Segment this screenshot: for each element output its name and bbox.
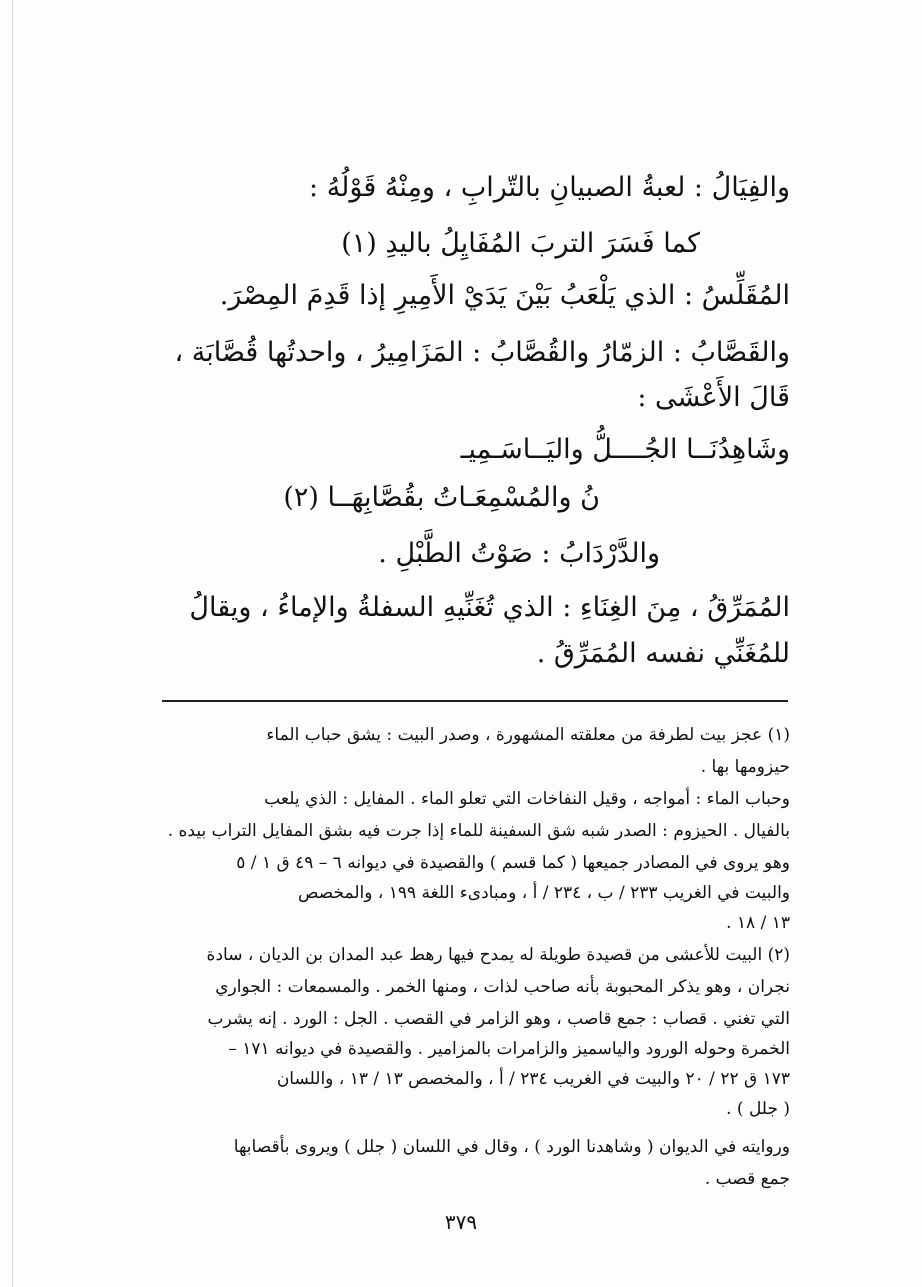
footnote-line: ١٧٣ ق ٢٢ / ٢٠ والبيت في الغريب ٢٣٤ / أ ، والمخصص ١٣ / ١٣ ، واللسان — [276, 1069, 790, 1089]
text-line: للمُغَنِّي نفسه المُمَرِّقُ . — [536, 638, 790, 669]
verse-line: نُ والمُسْمِعَـاتُ بقُصَّابِهَــا (٢) — [283, 482, 600, 513]
footnote-line: والبيت في الغريب ٢٣٣ / ب ، ٢٣٤ / أ ، ومبادىء اللغة ١٩٩ ، والمخصص — [297, 883, 790, 903]
text-line: والقَصَّابُ : الزمّارُ والقُصَّابُ : المَزَامِيرُ ، واحدتُها قُصَّابَة ، — [174, 337, 790, 368]
text-line: قَالَ الأَعْشَى : — [637, 382, 790, 413]
footnote-line: بالفيال . الحيزوم : الصدر شبه شق السفينة للماء إذا جرت فيه بشق المفايل التراب بيده . — [167, 821, 790, 841]
text-line: والفِيَالُ : لعبةُ الصبيانِ بالتّرابِ ، ومِنْهُ قَوْلُهُ : — [309, 172, 790, 203]
footnote-line: وهو يروى في المصادر جميعها ( كما قسم ) والقصيدة في ديوانه ٦ – ٤٩ ق ١ / ٥ — [236, 853, 790, 873]
text-line: المُقَلِّسُ : الذي يَلْعَبُ بَيْنَ يَدَيْ الأَمِيرِ إذا قَدِمَ المِصْرَ. — [219, 280, 790, 311]
verse-line: وشَاهِدُنَــا الجُــــلُّ واليَــاسَـمِيـ — [460, 434, 790, 465]
footnote-line: جمع قصب . — [704, 1169, 790, 1189]
verse-line: كما فَسَرَ التربَ المُفَايِلُ باليدِ (١) — [341, 228, 700, 259]
page-number: ٣٧٩ — [444, 1210, 478, 1234]
text-line: المُمَرِّقُ ، مِنَ الغِنَاءِ : الذي تُغَنِّيهِ السفلةُ والإماءُ ، ويقالُ — [189, 592, 790, 623]
text-line: والدَّرْدَابُ : صَوْتُ الطَّبْلِ . — [378, 538, 660, 569]
footnote-line: الخمرة وحوله الورود والياسميز والزامرات بالمزامير . والقصيدة في ديوانه ١٧١ – — [228, 1039, 790, 1059]
footnote-line: (١) عجز بيت لطرفة من معلقته المشهورة ، وصدر البيت : يشق حباب الماء — [266, 725, 790, 745]
footnote-line: وحباب الماء : أمواجه ، وقيل النفاخات التي تعلو الماء . المفايل : الذي يلعب — [264, 789, 790, 809]
footnote-line: ( جلل ) . — [726, 1099, 790, 1119]
page-edge — [12, 0, 13, 1287]
footnote-line: نجران ، وهو يذكر المحبوبة بأنه صاحب لذات ، ومنها الخمر . والمسمعات : الجواري — [215, 977, 790, 997]
footnote-line: وروايته في الديوان ( وشاهدنا الورد ) ، وقال في اللسان ( جلل ) ويروى بأقصابها — [233, 1137, 790, 1157]
footnote-line: ١٣ / ١٨ . — [726, 913, 790, 933]
footnote-line: التي تغني . قصاب : جمع قاصب ، وهو الزامر في القصب . الجل : الورد . إنه يشرب — [207, 1009, 790, 1029]
footnote-line: حيزومها بها . — [700, 757, 790, 777]
footnote-divider — [162, 700, 788, 702]
footnote-line: (٢) البيت للأعشى من قصيدة طويلة له يمدح فيها رهط عبد المدان بن الديان ، سادة — [206, 945, 790, 965]
